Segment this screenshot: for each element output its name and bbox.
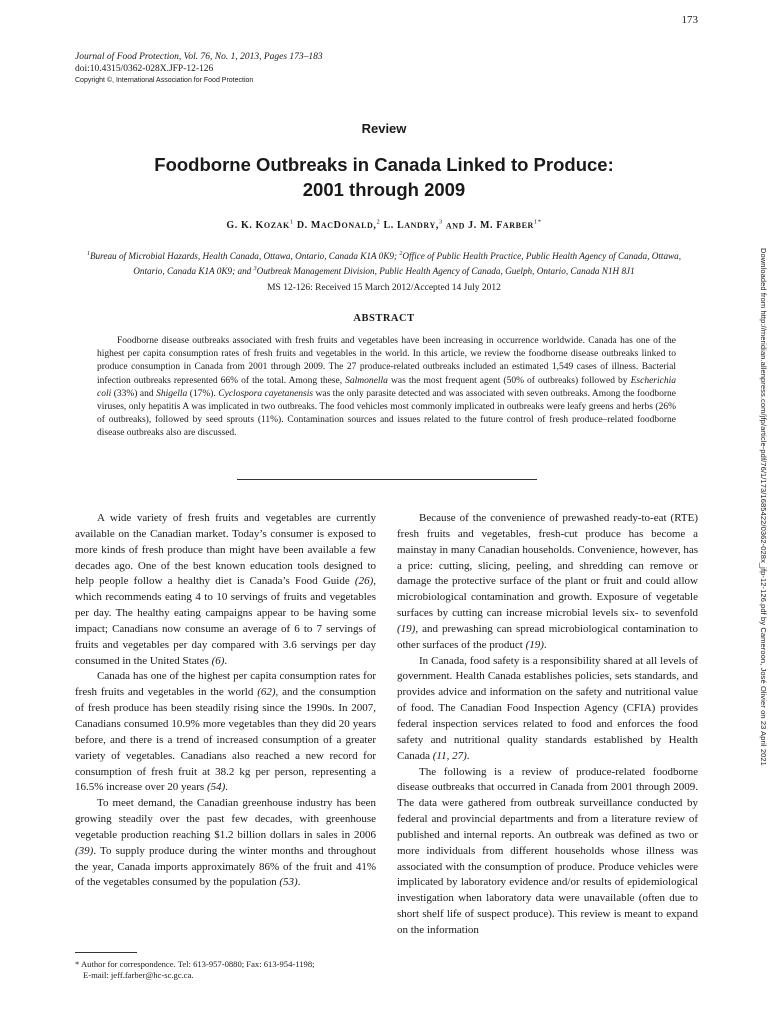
- body-paragraph: A wide variety of fresh fruits and vegetables are currently available on the Canadian market. Today’s consumer is exposed to more kinds of fresh produce than might have been available a few decades ago. One of the best known education tools designed to help people follow a healthy diet is Canada’s Food Guide (26), which recommends eating 4 to 10 servings of fruits and vegetables per day. The healthy eating campaigns appear to be having some impact; Canadians now consume an average of 6 to 7 servings of fruits and vegetables per day compared with 3.6 servings per day consumed in the United States (6).: [75, 512, 376, 667]
- abstract-text: Foodborne disease outbreaks associated with fresh fruits and vegetables have been increasing in occurrence worldwide. Canada has one of the highest per capita consumption rates of fresh fruits and vegetables in the world. In this article, we review the foodborne disease outbreaks linked to produce consumption in Canada from 2001 through 2009. The 27 produce-related outbreaks included an estimated 1,549 cases of illness. Bacterial infection outbreaks represented 66% of the total. Among these, Salmonella was the most frequent agent (50% of outbreaks) followed by Escherichia coli (33%) and Shigella (17%). Cyclospora cayetanensis was the only parasite detected and was associated with seven outbreaks. Among the foodborne viruses, only hepatitis A was implicated in two outbreaks. The food vehicles most commonly implicated in outbreaks were leafy greens and herbs (26% of outbreaks), followed by seed sprouts (11%). Contamination sources and issues related to the future control of fresh produce–related foodborne disease outbreaks also are discussed.: [97, 336, 677, 439]
- citation-ref[interactable]: (53): [279, 876, 298, 889]
- citation-ref[interactable]: (39): [75, 844, 94, 857]
- affiliations: $^1$Bureau of Microbial Hazards, Health Canada, Ottawa, Ontario, Canada K1A 0K9; $^2$Office of Public Health Practice, Public Health Agency of Canada, Ottawa, Ontario, Canada K1A 0K9; and $^3$Outbreak Management Division, Public Health Agency of Canada, Guelph, Ontario, Canada N1H 8J1: [86, 251, 682, 277]
- journal-doi[interactable]: doi:10.4315/0362-028X.JFP-12-126: [75, 64, 214, 74]
- citation-ref[interactable]: (19): [525, 638, 544, 651]
- body-column-left: [75, 511, 376, 891]
- journal-copyright: Copyright ©, International Association for Food Protection: [75, 77, 254, 84]
- page-number: 173: [681, 14, 698, 26]
- author-macdonald: D. MACDONALD,$^2$: [296, 219, 381, 232]
- section-label: Review: [361, 121, 407, 136]
- author-landry: L. LANDRY,$^3$: [383, 219, 443, 232]
- citation-ref[interactable]: (11, 27): [432, 749, 467, 762]
- journal-citation: Journal of Food Protection, Vol. 76, No. 1, 2013, Pages 173–183: [75, 52, 323, 62]
- body-paragraph: The following is a review of produce-related foodborne disease outbreaks that occurred in Canada from 2001 through 2009. The data were gathered from outbreak surveillance conducted by federal and provincial departments and from a literature review of published and internal reports. An outbreak was defined as two or more individuals from different households whose illness was associated with the consumption of produce. Produce vehicles were implicated by laboratory evidence and/or results of epidemiological investigation when laboratory data were unavailable (often due to short shelf life of suspect produce). This review is meant to expand on the information: [397, 765, 698, 936]
- footnote: [75, 959, 376, 981]
- author-list: [0, 219, 768, 231]
- article-title: [84, 152, 684, 202]
- citation-ref[interactable]: (6): [211, 654, 225, 667]
- manuscript-info: MS 12-126: Received 15 March 2012/Accepted 14 July 2012: [267, 283, 501, 293]
- citation-ref[interactable]: (62): [257, 686, 276, 699]
- author-kozak: G. K. KOZAK$^1$: [226, 219, 294, 232]
- author-conjunction: AND: [445, 221, 466, 231]
- body-paragraph: To meet demand, the Canadian greenhouse industry has been growing steadily over the past few decades, with greenhouse vegetable production reaching $1.2 billion dollars in sales in 2006 (39). To supply produce during the winter months and throughout the year, Canada imports approximately 86% of the fruit and 41% of the vegetables consumed by the population (53).: [75, 797, 376, 889]
- footnote-email[interactable]: E-mail: jeff.farber@hc-sc.gc.ca.: [83, 970, 194, 980]
- citation-ref[interactable]: (26): [354, 575, 374, 588]
- citation-ref[interactable]: (19): [397, 622, 416, 635]
- body-paragraph: In Canada, food safety is a responsibility shared at all levels of government. Health Canada establishes policies, sets standards, and provides advice and information on the safety and nutritional value of food. The Canadian Food Inspection Agency (CFIA) provides federal inspection services related to food and enforces the food safety and nutritional quality standards established by Health Canada (11, 27).: [397, 654, 698, 762]
- body-column-right: [397, 511, 698, 939]
- body-paragraph: Because of the convenience of prewashed ready-to-eat (RTE) fresh fruits and vegetables, fresh-cut produce has become a mainstay in many Canadian households. Convenience, however, has a price: cutting, slicing, peeling, and shredding can remove or damage the protective surface of the plant or fruit and could allow microbiological contamination and growth. Exposure of vegetable surfaces by cutting can increase microbial levels six- to sevenfold (19), and prewashing can spread microbiological contamination to other surfaces of the product (19).: [397, 512, 698, 651]
- author-farber: J. M. $FARBER^{1*}$: [468, 219, 542, 232]
- citation-ref[interactable]: (54): [206, 781, 226, 794]
- title-line-1: Foodborne Outbreaks in Canada Linked to Produce:: [154, 154, 614, 175]
- journal-header: [75, 51, 323, 87]
- abstract-heading: ABSTRACT: [353, 313, 415, 324]
- abstract-divider: [237, 479, 537, 480]
- download-watermark: [757, 248, 768, 1008]
- footnote-divider: [75, 952, 137, 953]
- body-paragraph: Canada has one of the highest per capita consumption rates for fresh fruits and vegetables in the world (62), and the consumption of fresh produce has been steadily rising since the 1990s. In 2007, Canadians consumed 10.9% more vegetables than they did 20 years before, and there is a trend of increased consumption of a greater variety of vegetables. Canadians also reached a new record for consumption of fresh fruit at 38.2 kg per person, representing a 16.5% increase over 20 years (54).: [75, 670, 376, 794]
- download-watermark-text: Downloaded from http://meridian.allenpress.com/jfp/article-pdf/76/1/173/1685422/0362-028x_jfp-12-126.pdf by Cameroon, José Olivier on 23 April 2021: [759, 248, 768, 766]
- footnote-contact: * Author for correspondence. Tel: 613-957-0880; Fax: 613-954-1198;: [75, 959, 315, 969]
- title-line-2: 2001 through 2009: [302, 179, 466, 200]
